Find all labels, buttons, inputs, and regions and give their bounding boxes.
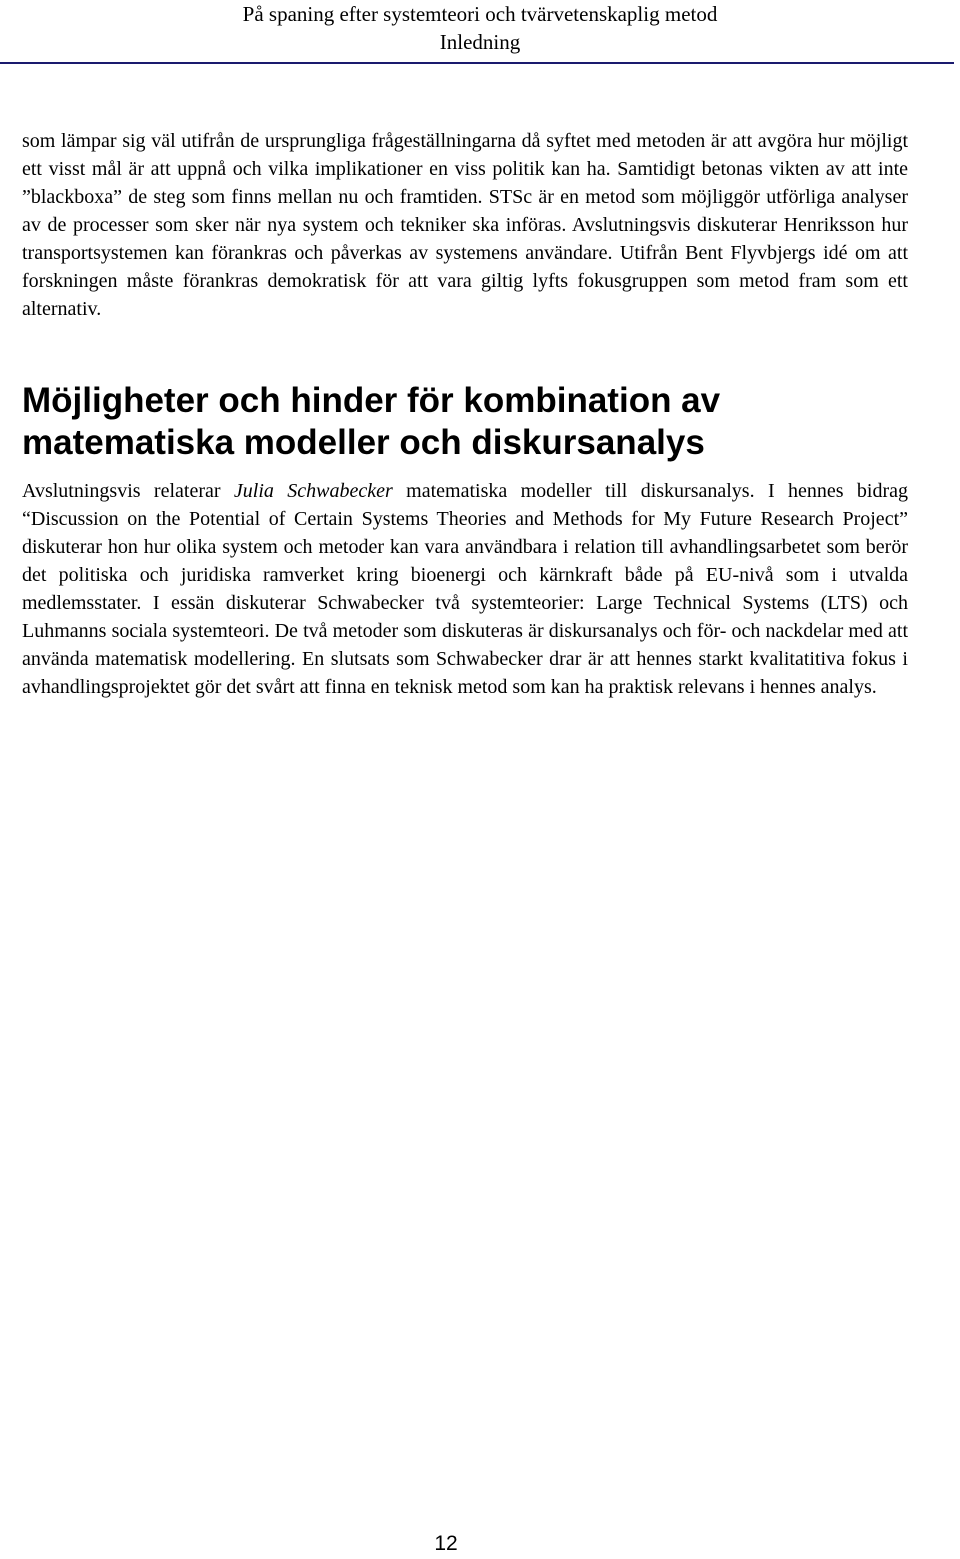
header-divider (0, 62, 954, 64)
paragraph-rest: matematiska modeller till diskursanalys. I hennes bidrag “Discussion on the Potential of Certain Systems Theories and Methods for My Future Research Project” diskuterar hon hur olika system och metoder kan vara användbara i relation till avhandlingsarbetet som berör det politiska och juridiska ramverket kring bioenergi och kärnkraft både på EU-nivå som i utvalda medlemsstater. I essän diskuterar Schwabecker två systemteorier: Large Technical Systems (LTS) och Luhmanns sociala systemteori. De två metoder som diskuteras är diskursanalys och för- och nackdelar med att använda matematisk modellering. En slutsats som Schwabecker drar är att hennes starkt kvalitatitiva fokus i avhandlingsprojektet gör det svårt att finna en teknisk metod som kan ha praktisk relevans i hennes analys. (22, 480, 909, 698)
header-chapter: Inledning (439, 30, 521, 54)
body-paragraph: som lämpar sig väl utifrån de ursprungliga frågeställningarna då syftet med metoden är att avgöra hur möjligt ett visst mål är att uppnå och vilka implikationer en viss politik kan ha. Samtidigt betonas vikten av att inte ”blackboxa” de steg som finns mellan nu och framtiden. STSc är en metod som möjliggör utförliga analyser av de processer som sker när nya system och tekniker ska införas. Avslutningsvis diskuterar Henriksson hur transportsystemen kan förankras och påverkas av systemens användare. Utifrån Bent Flyvbjergs idé om att forskningen måste förankras demokratisk för att vara giltig lyfts fokusgruppen som metod fram som ett alternativ. (22, 130, 908, 320)
section-paragraph (22, 477, 908, 701)
page-number: 12 (434, 1532, 458, 1555)
author-name: Julia Schwabecker (233, 480, 393, 502)
section-heading: Möjligheter och hinder för kombination av matematiska modeller och diskursanalys (22, 381, 721, 462)
header-title: På spaning efter systemteori och tvärvetenskaplig metod (242, 2, 718, 26)
paragraph-intro: Avslutningsvis relaterar (22, 480, 234, 502)
running-header (0, 0, 960, 56)
